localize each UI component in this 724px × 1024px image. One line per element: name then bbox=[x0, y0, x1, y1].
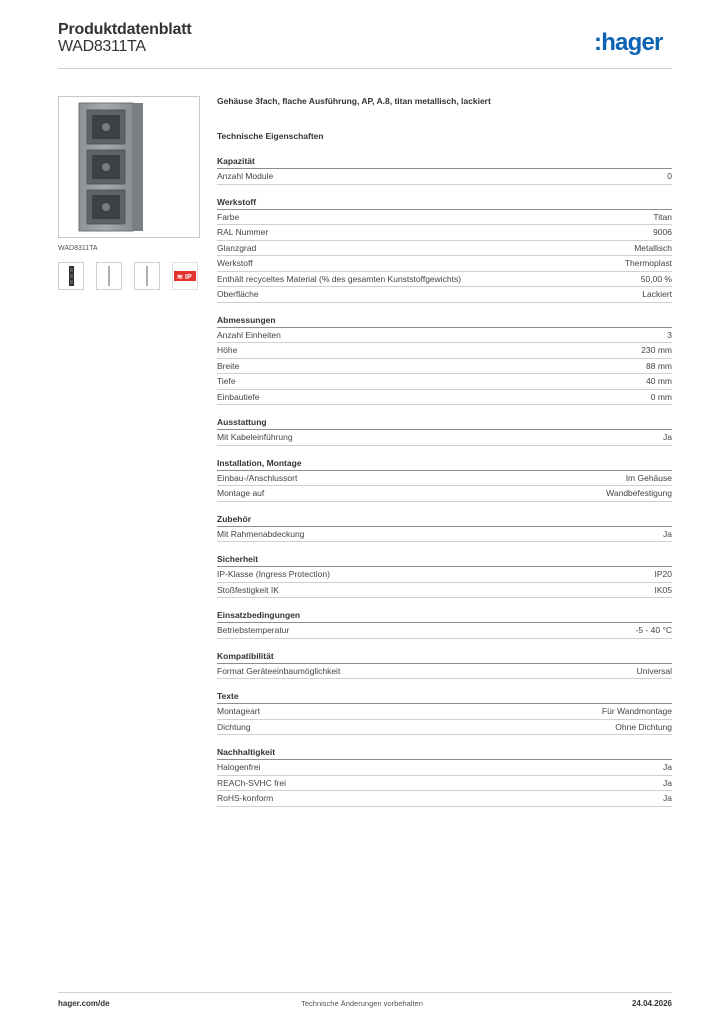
property-key: RAL Nummer bbox=[217, 227, 269, 238]
property-row bbox=[217, 567, 672, 583]
property-value: Ja bbox=[663, 777, 672, 788]
property-row bbox=[217, 210, 672, 226]
property-row bbox=[217, 390, 672, 406]
svg-text:IP: IP bbox=[185, 274, 192, 281]
group-title: Kapazität bbox=[217, 154, 672, 169]
property-key: Anzahl Einheiten bbox=[217, 329, 281, 340]
property-group bbox=[217, 456, 672, 502]
property-value: Wandbefestigung bbox=[606, 488, 672, 499]
property-group bbox=[217, 512, 672, 543]
property-value: Titan bbox=[653, 211, 672, 222]
property-key: Mit Rahmenabdeckung bbox=[217, 528, 305, 539]
property-row bbox=[217, 664, 672, 680]
product-details bbox=[217, 93, 672, 817]
property-key: Montage auf bbox=[217, 488, 265, 499]
property-value: Im Gehäuse bbox=[625, 472, 672, 483]
property-row bbox=[217, 328, 672, 344]
property-value: 230 mm bbox=[641, 345, 672, 356]
property-value: Lackiert bbox=[642, 289, 672, 300]
hager-logo-text: :hager bbox=[594, 29, 663, 56]
property-key: Einbautiefe bbox=[217, 391, 260, 402]
property-value: Universal bbox=[636, 665, 672, 676]
group-title: Sicherheit bbox=[217, 552, 672, 567]
property-key: Montageart bbox=[217, 706, 260, 717]
property-key: Dichtung bbox=[217, 721, 251, 732]
property-row bbox=[217, 527, 672, 543]
property-value: Ja bbox=[663, 762, 672, 773]
property-row bbox=[217, 287, 672, 303]
ip-badge-icon[interactable] bbox=[172, 262, 198, 290]
property-row bbox=[217, 272, 672, 288]
property-key: Werkstoff bbox=[217, 258, 253, 269]
page-title: Produktdatenblatt bbox=[58, 21, 192, 38]
property-key: Höhe bbox=[217, 345, 238, 356]
property-value: Ja bbox=[663, 432, 672, 443]
property-row bbox=[217, 241, 672, 257]
group-title: Zubehör bbox=[217, 512, 672, 527]
property-row bbox=[217, 430, 672, 446]
thumbnail-front-view[interactable] bbox=[58, 262, 84, 290]
property-row bbox=[217, 776, 672, 792]
property-value: Thermoplast bbox=[624, 258, 672, 269]
hager-logo bbox=[594, 28, 674, 58]
property-row bbox=[217, 471, 672, 487]
property-value: Ja bbox=[663, 528, 672, 539]
property-value: Ja bbox=[663, 793, 672, 804]
property-key: Glanzgrad bbox=[217, 242, 257, 253]
footer-website[interactable]: hager.com/de bbox=[58, 999, 110, 1008]
property-value: 9006 bbox=[653, 227, 672, 238]
property-row bbox=[217, 791, 672, 807]
property-key: Tiefe bbox=[217, 376, 236, 387]
property-group bbox=[217, 689, 672, 735]
property-key: Enthält recyceltes Material (% des gesamten Kunststoffgewichts) bbox=[217, 273, 462, 284]
group-title: Texte bbox=[217, 689, 672, 704]
property-value: 0 bbox=[667, 171, 672, 182]
property-row bbox=[217, 169, 672, 185]
property-key: Format Geräteeinbaumöglichkeit bbox=[217, 665, 341, 676]
section-title: Technische Eigenschaften bbox=[217, 131, 324, 141]
property-group bbox=[217, 195, 672, 303]
footer-date: 24.04.2026 bbox=[631, 999, 672, 1008]
property-key: Stoßfestigkeit IK bbox=[217, 584, 279, 595]
property-key: Halogenfrei bbox=[217, 762, 261, 773]
property-value: -5 - 40 °C bbox=[635, 625, 672, 636]
thumbnail-side-view[interactable] bbox=[96, 262, 122, 290]
svg-text:≋: ≋ bbox=[177, 274, 183, 281]
enclosure-illustration bbox=[59, 97, 199, 237]
property-key: Einbau-/Anschlussort bbox=[217, 472, 298, 483]
image-caption: WAD8311TA bbox=[58, 245, 98, 252]
property-groups bbox=[217, 154, 672, 807]
property-value: Ohne Dichtung bbox=[615, 721, 672, 732]
property-row bbox=[217, 720, 672, 736]
property-value: IP20 bbox=[654, 569, 672, 580]
property-value: IK05 bbox=[654, 584, 672, 595]
property-key: Breite bbox=[217, 360, 240, 371]
property-row bbox=[217, 704, 672, 720]
property-key: IP-Klasse (Ingress Protection) bbox=[217, 569, 330, 580]
property-value: 3 bbox=[667, 329, 672, 340]
footer-divider bbox=[58, 992, 672, 993]
property-row bbox=[217, 583, 672, 599]
property-row bbox=[217, 760, 672, 776]
group-title: Werkstoff bbox=[217, 195, 672, 210]
product-code: WAD8311TA bbox=[58, 38, 146, 55]
property-row bbox=[217, 623, 672, 639]
property-group bbox=[217, 313, 672, 406]
group-title: Ausstattung bbox=[217, 415, 672, 430]
property-row bbox=[217, 256, 672, 272]
property-key: Farbe bbox=[217, 211, 240, 222]
property-key: Mit Kabeleinführung bbox=[217, 432, 293, 443]
group-title: Kompatibilität bbox=[217, 649, 672, 664]
product-description: Gehäuse 3fach, flache Ausführung, AP, A.8, titan metallisch, lackiert bbox=[217, 96, 491, 106]
property-row bbox=[217, 343, 672, 359]
property-row bbox=[217, 359, 672, 375]
property-value: 88 mm bbox=[646, 360, 672, 371]
property-group bbox=[217, 154, 672, 185]
thumbnail-side-view-2[interactable] bbox=[134, 262, 160, 290]
property-key: Oberfläche bbox=[217, 289, 259, 300]
property-value: Metallisch bbox=[634, 242, 672, 253]
property-value: 0 mm bbox=[650, 391, 672, 402]
property-value: 40 mm bbox=[646, 376, 672, 387]
header-divider bbox=[58, 68, 672, 69]
group-title: Nachhaltigkeit bbox=[217, 745, 672, 760]
property-key: REACh-SVHC frei bbox=[217, 777, 286, 788]
property-group bbox=[217, 649, 672, 680]
product-image bbox=[58, 96, 200, 238]
property-group bbox=[217, 608, 672, 639]
group-title: Installation, Montage bbox=[217, 456, 672, 471]
property-key: Anzahl Module bbox=[217, 171, 274, 182]
property-row bbox=[217, 486, 672, 502]
group-title: Einsatzbedingungen bbox=[217, 608, 672, 623]
property-group bbox=[217, 415, 672, 446]
property-key: Betriebstemperatur bbox=[217, 625, 290, 636]
property-value: 50,00 % bbox=[640, 273, 672, 284]
property-value: Für Wandmontage bbox=[601, 706, 672, 717]
group-title: Abmessungen bbox=[217, 313, 672, 328]
property-key: RoHS-konform bbox=[217, 793, 274, 804]
footer-note: Technische Änderungen vorbehalten bbox=[301, 999, 423, 1008]
property-group bbox=[217, 552, 672, 598]
property-group bbox=[217, 745, 672, 807]
property-row bbox=[217, 374, 672, 390]
property-row bbox=[217, 225, 672, 241]
